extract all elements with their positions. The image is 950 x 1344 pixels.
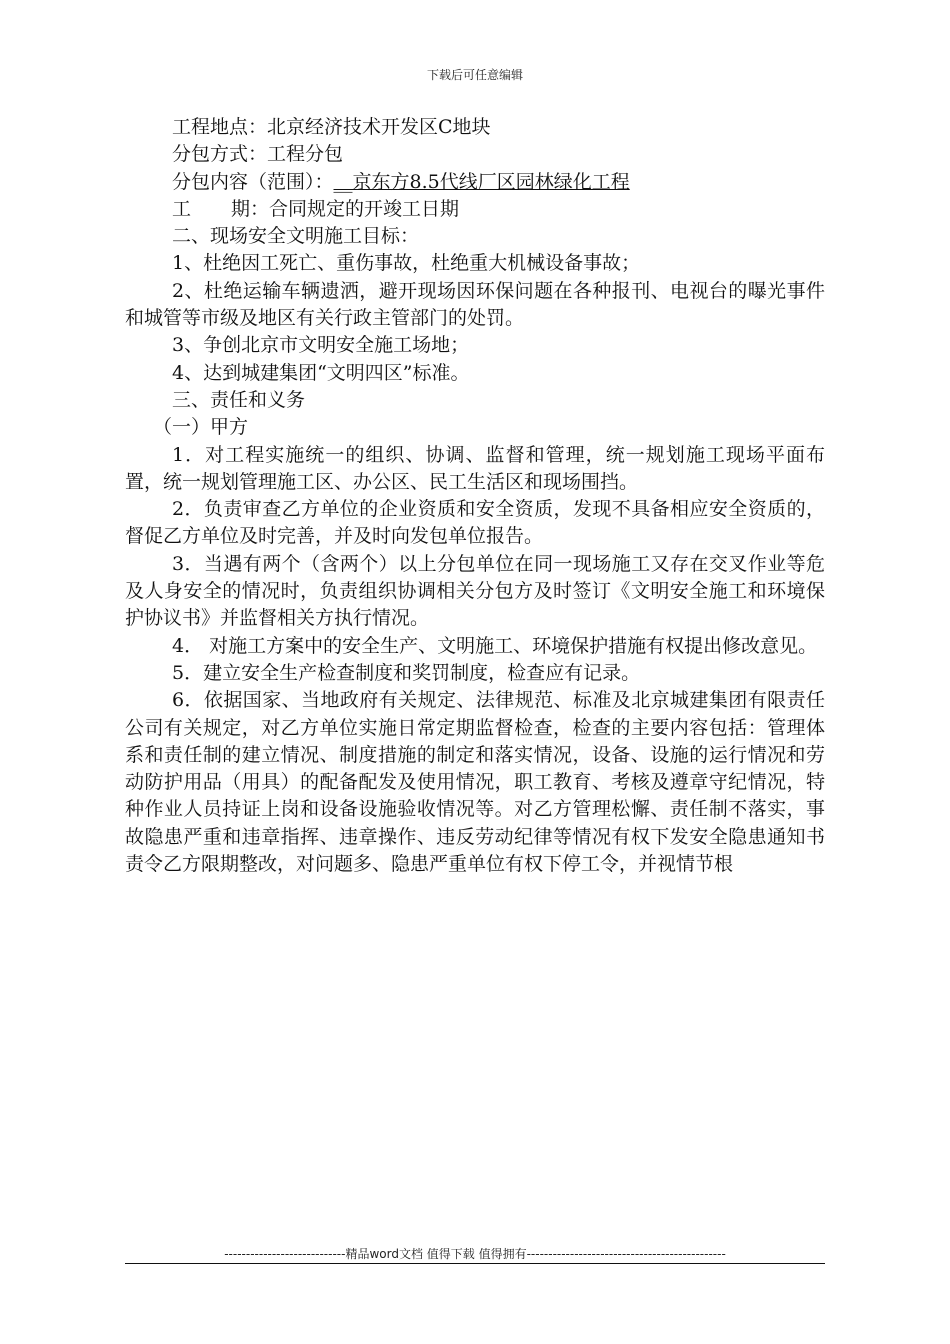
party-a-heading: （一）甲方 bbox=[153, 416, 249, 439]
duty-6: 6．依据国家、当地政府有关规定、法律规范、标准及北京城建集团有限责任公司有关规定，对乙方单位实施日常定期监督检查，检查的主要内容包括：管理体系和责任制的建立情况、制度措施的制定和落实情况，设备、设施的运行情况和劳动防护用品（用具）的配备配发及使用情况，职工教育、考核及遵章守纪情况，特种作业人员持证上岗和设备设施验收情况等。对乙方管理松懈、责任制不落实，事故隐患严重和违章指挥、违章操作、违反劳动纪律等情况有权下发安全隐患通知书责令乙方限期整改，对问题多、隐患严重单位有权下停工令，并视情节根 bbox=[125, 689, 825, 876]
footer-rule bbox=[125, 1263, 825, 1264]
document-body bbox=[125, 114, 825, 878]
subcontract-scope bbox=[125, 169, 825, 196]
scope-value: __京东方8.5代线厂区园林绿化工程 bbox=[333, 170, 630, 193]
goal-4: 4、达到城建集团“文明四区”标准。 bbox=[172, 361, 470, 384]
duty-4: 4． 对施工方案中的安全生产、文明施工、环境保护措施有权提出修改意见。 bbox=[172, 634, 818, 657]
construction-period bbox=[125, 196, 825, 223]
section-2-title: 二、现场安全文明施工目标： bbox=[172, 225, 420, 248]
duty-5: 5．建立安全生产检查制度和奖罚制度，检查应有记录。 bbox=[172, 661, 641, 684]
goal-1: 1、杜绝因工死亡、重伤事故，杜绝重大机械设备事故； bbox=[172, 252, 641, 275]
page-footer: ----------------------------精品word文档 值得下载 值得拥有---------------------------------------------- bbox=[224, 1247, 726, 1261]
duty-3: 3．当遇有两个（含两个）以上分包单位在同一现场施工又存在交叉作业等危及人身安全的情况时，负责组织协调相关分包方及时签订《文明安全施工和环境保护协议书》并监督相关方执行情况。 bbox=[125, 552, 825, 630]
duty-2: 2．负责审查乙方单位的企业资质和安全资质，发现不具备相应安全资质的，督促乙方单位及时完善，并及时向发包单位报告。 bbox=[125, 498, 825, 548]
project-location: 工程地点：北京经济技术开发区C地块 bbox=[172, 116, 491, 138]
goal-3: 3、争创北京市文明安全施工场地； bbox=[172, 334, 470, 357]
page-header: 下载后可任意编辑 bbox=[426, 68, 523, 82]
goal-2: 2、杜绝运输车辆遗洒，避开现场因环保问题在各种报刊、电视台的曝光事件和城管等市级及地区有关行政主管部门的处罚。 bbox=[125, 279, 825, 330]
period-label-a: 工 bbox=[172, 197, 192, 220]
subcontract-method: 分包方式：工程分包 bbox=[172, 143, 344, 166]
scope-label: 分包内容（范围）： bbox=[172, 170, 334, 193]
section-3-title: 三、责任和义务 bbox=[172, 388, 306, 411]
period-label-b: 期：合同规定的开竣工日期 bbox=[231, 197, 460, 220]
duty-1: 1．对工程实施统一的组织、协调、监督和管理，统一规划施工现场平面布置，统一规划管理施工区、办公区、民工生活区和现场围挡。 bbox=[125, 443, 825, 493]
